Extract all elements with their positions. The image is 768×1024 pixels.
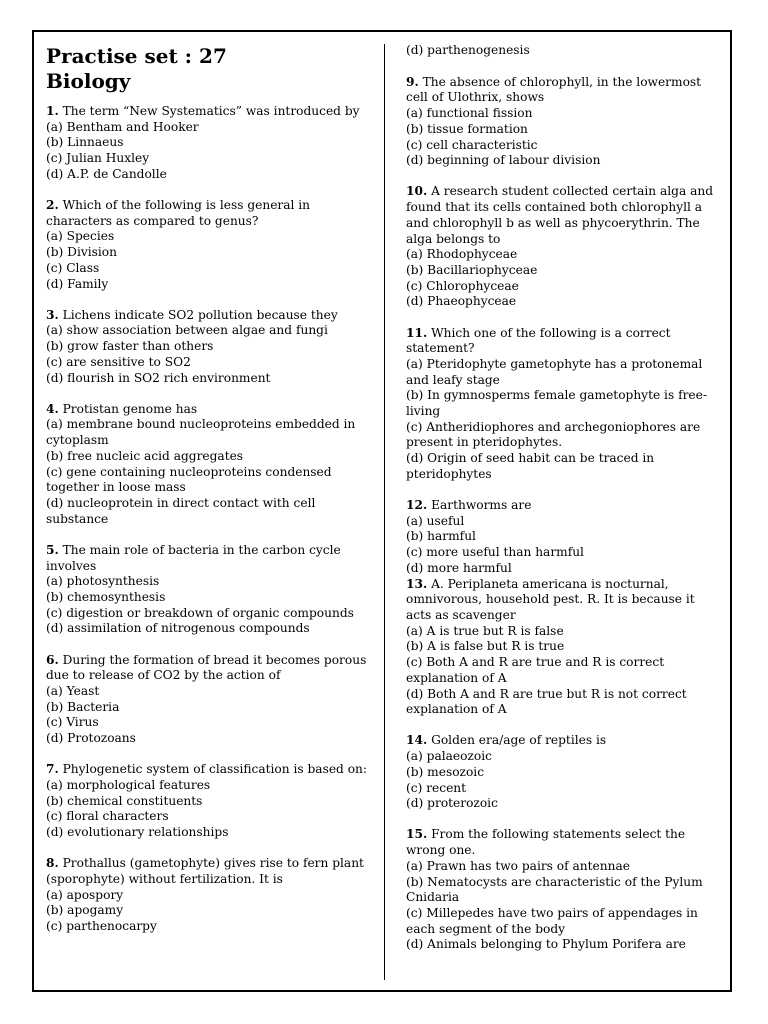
question-stem bbox=[46, 104, 371, 120]
title-line-2: Biology bbox=[46, 69, 131, 93]
answer-option: (d) Family bbox=[46, 276, 109, 291]
question-text: Prothallus (gametophyte) gives rise to fern plant (sporophyte) without fertilization. It is bbox=[46, 856, 364, 887]
answer-option: (d) Origin of seed habit can be traced in pteridophytes bbox=[406, 451, 655, 481]
answer-option: (d) assimilation of nitrogenous compounds bbox=[46, 621, 310, 636]
question-number: 2. bbox=[46, 198, 59, 213]
right-column bbox=[406, 36, 722, 969]
question-text: Lichens indicate SO2 pollution because they bbox=[58, 307, 338, 322]
question-block bbox=[406, 75, 722, 169]
question-block bbox=[406, 827, 722, 953]
title-line-1: Practise set : 27 bbox=[46, 44, 227, 68]
question-stem bbox=[406, 184, 722, 247]
question-text: The main role of bacteria in the carbon cycle involves bbox=[46, 542, 341, 573]
answer-option: (b) A is false but R is true bbox=[406, 639, 565, 654]
question-block bbox=[46, 198, 371, 292]
answer-option: (a) membrane bound nucleoproteins embedded in cytoplasm bbox=[46, 417, 356, 448]
right-question-list bbox=[406, 75, 722, 953]
question-block bbox=[406, 733, 722, 812]
question-text: The term “New Systematics” was introduced by bbox=[58, 104, 360, 118]
answer-option: (c) cell characteristic bbox=[406, 137, 538, 152]
answer-option: (b) Bacillariophyceae bbox=[406, 262, 538, 277]
question-number: 6. bbox=[46, 652, 59, 667]
answer-option: (a) Species bbox=[46, 229, 115, 244]
question-number: 1. bbox=[46, 104, 59, 118]
answer-option: (c) floral characters bbox=[46, 809, 169, 824]
answer-option: (d) more harmful bbox=[406, 560, 512, 575]
question-text: From the following statements select the wrong one. bbox=[406, 827, 686, 858]
question-text: A research student collected certain alga and found that its cells contained both chlorophyll a and chlorophyll b as well as phycoerythrin. The alga belongs to bbox=[406, 184, 714, 246]
question-number: 12. bbox=[406, 498, 428, 513]
answer-option: (d) Both A and R are true but R is not correct explanation of A bbox=[406, 686, 687, 717]
answer-option: (b) mesozoic bbox=[406, 764, 485, 779]
question-text: The absence of chlorophyll, in the lowermost cell of Ulothrix, shows bbox=[406, 74, 702, 105]
answer-option: (d) Phaeophyceae bbox=[406, 294, 517, 309]
question-stem bbox=[46, 308, 371, 324]
answer-option: (c) Virus bbox=[46, 715, 99, 730]
answer-option: (d) Protozoans bbox=[46, 731, 136, 746]
answer-option: (c) Both A and R are true and R is correct explanation of A bbox=[406, 655, 665, 685]
answer-option: (b) chemical constituents bbox=[46, 793, 203, 808]
question-number: 11. bbox=[406, 325, 428, 340]
question-number: 15. bbox=[406, 827, 428, 842]
answer-option: (c) Julian Huxley bbox=[46, 151, 150, 166]
answer-option: (c) are sensitive to SO2 bbox=[46, 354, 191, 369]
question-block bbox=[406, 326, 722, 483]
answer-option: (a) morphological features bbox=[46, 778, 211, 793]
question-stem bbox=[406, 75, 722, 106]
answer-option: (b) free nucleic acid aggregates bbox=[46, 448, 244, 463]
answer-option: (a) useful bbox=[406, 513, 465, 528]
answer-option: (a) Prawn has two pairs of antennae bbox=[406, 858, 630, 873]
question-text: During the formation of bread it becomes porous due to release of CO2 by the action of bbox=[46, 652, 367, 683]
answer-option: (a) Pteridophyte gametophyte has a protonemal and leafy stage bbox=[406, 356, 703, 387]
question-stem bbox=[46, 543, 371, 574]
answer-option: (c) Chlorophyceae bbox=[406, 278, 519, 293]
question-stem bbox=[406, 498, 722, 514]
answer-option: (d) proterozoic bbox=[406, 796, 498, 811]
column-divider bbox=[384, 44, 385, 980]
question-stem bbox=[46, 762, 371, 778]
answer-option: (a) Bentham and Hooker bbox=[46, 119, 199, 134]
answer-option: (d) beginning of labour division bbox=[406, 153, 601, 168]
question-block bbox=[46, 762, 371, 841]
answer-option: (b) Bacteria bbox=[46, 699, 120, 714]
answer-option: (a) Rhodophyceae bbox=[406, 247, 518, 262]
answer-option: (d) Animals belonging to Phylum Porifera are bbox=[406, 937, 686, 952]
answer-option: (d) flourish in SO2 rich environment bbox=[46, 370, 271, 385]
question-block bbox=[46, 653, 371, 747]
answer-option: (c) gene containing nucleoproteins condensed together in loose mass bbox=[46, 464, 332, 495]
question-number: 10. bbox=[406, 184, 428, 199]
question-stem bbox=[46, 402, 371, 418]
answer-option: (b) chemosynthesis bbox=[46, 589, 166, 604]
answer-option: (c) digestion or breakdown of organic compounds bbox=[46, 605, 354, 620]
answer-option: (a) A is true but R is false bbox=[406, 623, 564, 638]
question-block bbox=[46, 104, 371, 183]
answer-option: (a) functional fission bbox=[406, 106, 533, 121]
left-column bbox=[46, 36, 371, 950]
question-text: Golden era/age of reptiles is bbox=[427, 733, 607, 748]
question-text: Which of the following is less general in characters as compared to genus? bbox=[46, 198, 311, 228]
answer-option: (d) evolutionary relationships bbox=[46, 825, 229, 840]
answer-option: (b) apogamy bbox=[46, 903, 124, 918]
answer-option: (b) Nematocysts are characteristic of the Pylum Cnidaria bbox=[406, 874, 703, 905]
answer-option: (a) palaeozoic bbox=[406, 749, 492, 764]
question-stem bbox=[406, 733, 722, 749]
question-number: 7. bbox=[46, 762, 59, 777]
answer-option: (c) Class bbox=[46, 260, 100, 275]
question-number: 5. bbox=[46, 542, 59, 557]
answer-option: (c) Millepedes have two pairs of appendages in each segment of the body bbox=[406, 905, 698, 936]
question-block bbox=[46, 856, 371, 935]
question-block bbox=[46, 402, 371, 528]
question-number: 14. bbox=[406, 733, 428, 748]
question-stem bbox=[406, 827, 722, 858]
answer-option: (b) Division bbox=[46, 245, 117, 260]
answer-option: (b) In gymnosperms female gametophyte is free-living bbox=[406, 388, 707, 419]
question-stem bbox=[46, 653, 371, 684]
question-block bbox=[406, 577, 722, 718]
continued-option: (d) parthenogenesis bbox=[406, 43, 530, 57]
question-block bbox=[406, 498, 722, 577]
answer-option: (c) recent bbox=[406, 780, 467, 795]
question-block bbox=[46, 308, 371, 387]
answer-option: (a) apospory bbox=[46, 887, 124, 902]
answer-option: (a) show association between algae and fungi bbox=[46, 323, 328, 338]
answer-option: (d) A.P. de Candolle bbox=[46, 166, 167, 181]
question-stem bbox=[46, 198, 371, 229]
answer-option: (d) nucleoprotein in direct contact with cell substance bbox=[46, 495, 316, 526]
answer-option: (b) Linnaeus bbox=[46, 135, 124, 150]
question-text: A. Periplaneta americana is nocturnal, omnivorous, household pest. R. It is because it acts as scavenger bbox=[406, 576, 695, 622]
question-block bbox=[46, 543, 371, 637]
question-stem bbox=[46, 856, 371, 887]
answer-option: (c) more useful than harmful bbox=[406, 545, 584, 560]
question-number: 3. bbox=[46, 307, 59, 322]
question-number: 9. bbox=[406, 74, 419, 89]
answer-option: (c) Antheridiophores and archegoniophores are present in pteridophytes. bbox=[406, 419, 701, 450]
answer-option: (b) grow faster than others bbox=[46, 339, 214, 354]
answer-option: (a) photosynthesis bbox=[46, 574, 160, 589]
question-stem bbox=[406, 577, 722, 624]
answer-option: (c) parthenocarpy bbox=[46, 919, 157, 934]
answer-option: (a) Yeast bbox=[46, 684, 100, 698]
question-text: Phylogenetic system of classification is based on: bbox=[58, 762, 368, 777]
left-question-list bbox=[46, 104, 371, 935]
answer-option: (b) harmful bbox=[406, 529, 476, 544]
question-text: Earthworms are bbox=[427, 498, 532, 513]
question-text: Protistan genome has bbox=[58, 401, 198, 416]
question-block bbox=[406, 184, 722, 310]
answer-option: (b) tissue formation bbox=[406, 121, 528, 136]
question-number: 8. bbox=[46, 856, 59, 871]
question-text: Which one of the following is a correct statement? bbox=[406, 325, 671, 356]
question-number: 13. bbox=[406, 576, 428, 591]
page-title bbox=[46, 44, 371, 94]
question-number: 4. bbox=[46, 401, 59, 416]
question-stem bbox=[406, 326, 722, 357]
